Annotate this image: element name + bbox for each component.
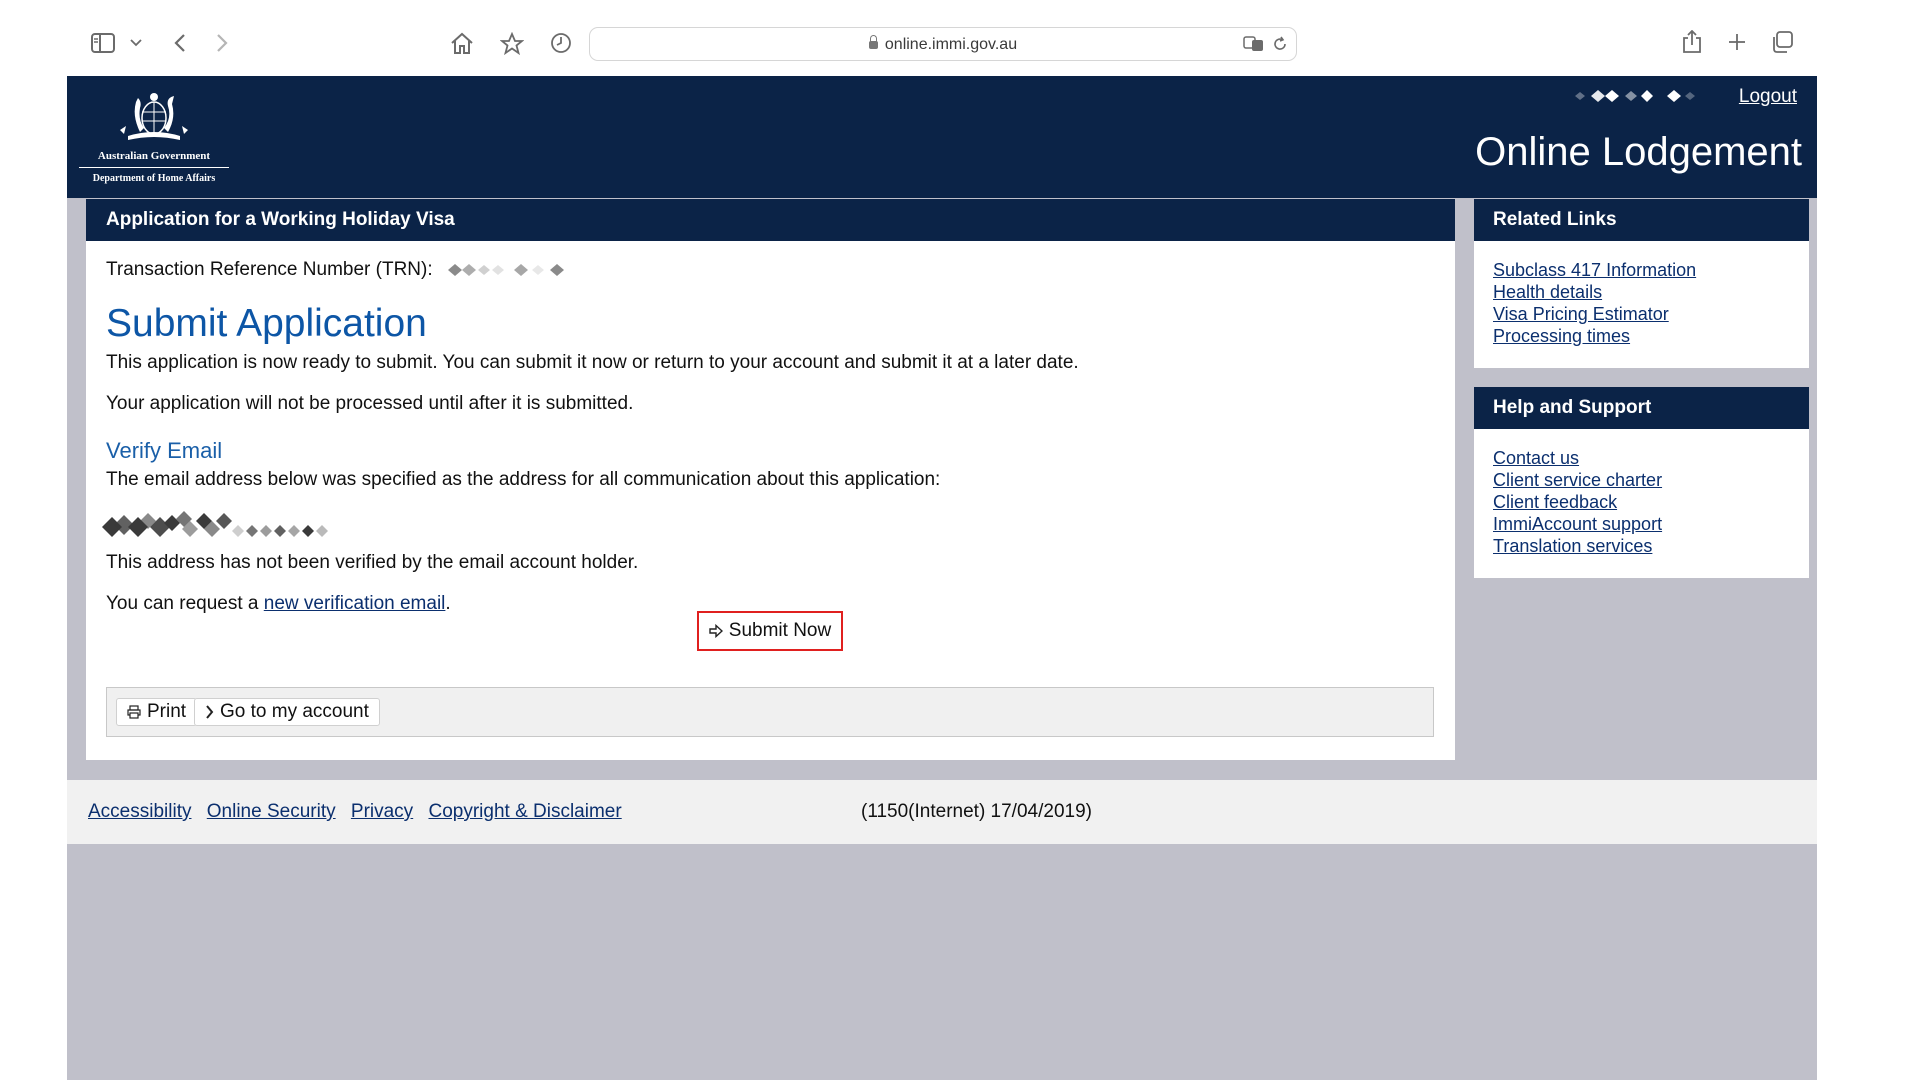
related-link-subclass-417[interactable]: Subclass 417 Information: [1493, 260, 1697, 280]
browser-toolbar: [0, 0, 1920, 76]
print-label: Print: [147, 701, 187, 722]
share-icon[interactable]: [1680, 29, 1704, 55]
redacted-email: [100, 505, 350, 545]
footer-link-privacy[interactable]: Privacy: [350, 801, 414, 822]
not-processed-text: Your application will not be processed until after it is submitted.: [106, 393, 634, 414]
lock-icon: [869, 41, 878, 49]
redacted-username: [1547, 82, 1707, 110]
star-icon[interactable]: [499, 30, 525, 56]
url-text: online.immi.gov.au: [884, 36, 1018, 53]
back-icon[interactable]: [170, 32, 190, 54]
new-tab-icon[interactable]: [1726, 31, 1748, 53]
action-toolbar: [106, 687, 1434, 737]
main-panel-title: Application for a Working Holiday Visa: [86, 199, 1455, 241]
help-support-list: [1474, 429, 1809, 557]
trn-row: [106, 259, 576, 281]
footer-links: [88, 801, 632, 823]
submit-now-button[interactable]: [697, 611, 843, 651]
arrow-right-icon: [709, 624, 723, 638]
site-title: Online Lodgement: [1475, 130, 1802, 174]
new-verification-email-link[interactable]: new verification email: [263, 593, 446, 614]
help-support-title: Help and Support: [1474, 387, 1809, 429]
verify-email-text: The email address below was specified as the address for all communication about this application:: [106, 469, 941, 490]
translate-icon[interactable]: [1242, 35, 1266, 53]
chevron-right-icon: [205, 705, 214, 719]
tabs-overview-icon[interactable]: [1770, 30, 1794, 54]
help-support-panel: [1474, 387, 1809, 578]
request-prefix: You can request a: [106, 593, 259, 614]
reload-icon[interactable]: [1271, 35, 1289, 53]
submit-now-label: Submit Now: [728, 620, 832, 641]
go-to-account-label: Go to my account: [220, 701, 369, 722]
help-link-immiaccount-support[interactable]: ImmiAccount support: [1493, 514, 1663, 534]
not-verified-text: This address has not been verified by the email account holder.: [106, 552, 639, 573]
page-title: Submit Application: [106, 302, 427, 345]
help-link-translation-services[interactable]: Translation services: [1493, 536, 1653, 556]
related-link-visa-pricing[interactable]: Visa Pricing Estimator: [1493, 304, 1669, 324]
footer-link-accessibility[interactable]: Accessibility: [88, 801, 192, 822]
history-icon[interactable]: [548, 30, 574, 56]
help-link-client-feedback[interactable]: Client feedback: [1493, 492, 1618, 512]
version-text: (1150(Internet) 17/04/2019): [861, 801, 1092, 822]
print-button[interactable]: [116, 698, 197, 726]
request-suffix: .: [445, 593, 451, 614]
help-link-service-charter[interactable]: Client service charter: [1493, 470, 1663, 490]
help-link-contact-us[interactable]: Contact us: [1493, 448, 1580, 468]
gov-line: Australian Government: [97, 150, 211, 162]
dept-line: Department of Home Affairs: [79, 167, 229, 184]
redacted-trn: [446, 259, 576, 281]
print-icon: [127, 705, 141, 719]
go-to-account-button[interactable]: [194, 698, 380, 726]
related-links-panel: [1474, 199, 1809, 368]
related-link-health-details[interactable]: Health details: [1493, 282, 1603, 302]
site-footer: [67, 780, 1817, 844]
related-links-list: [1474, 241, 1809, 347]
logout-link[interactable]: Logout: [1738, 86, 1797, 107]
ready-text: This application is now ready to submit. You can submit it now or return to your account and submit it at a later date.: [106, 352, 1079, 373]
coat-of-arms-icon: [114, 88, 194, 146]
site-header: [67, 76, 1817, 198]
related-links-title: Related Links: [1474, 199, 1809, 241]
verify-email-heading: Verify Email: [106, 438, 223, 463]
footer-link-copyright[interactable]: Copyright & Disclaimer: [428, 801, 622, 822]
trn-label: Transaction Reference Number (TRN):: [106, 259, 433, 281]
related-link-processing-times[interactable]: Processing times: [1493, 326, 1631, 346]
home-icon[interactable]: [449, 30, 475, 56]
footer-link-online-security[interactable]: Online Security: [206, 801, 336, 822]
chevron-down-icon[interactable]: [128, 35, 144, 51]
address-bar[interactable]: [589, 27, 1297, 61]
forward-icon[interactable]: [212, 32, 232, 54]
sidebar-icon[interactable]: [90, 32, 116, 54]
government-crest[interactable]: [79, 88, 229, 188]
main-panel: [86, 199, 1455, 760]
request-verification-row: [106, 593, 451, 615]
